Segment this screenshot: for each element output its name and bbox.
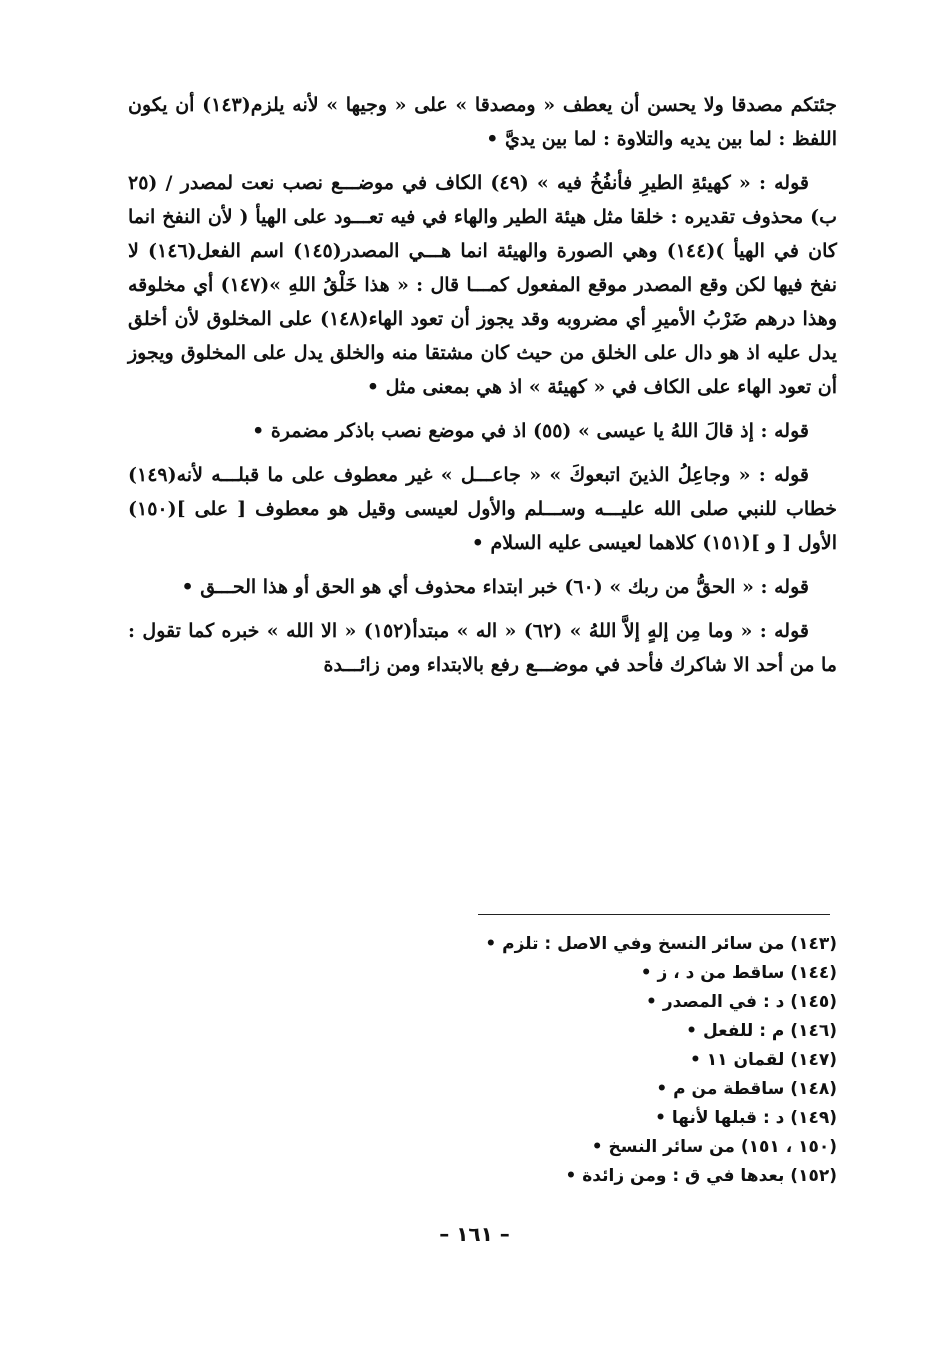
paragraph-al-haqq: قوله : « الحقُّ من ربك » (٦٠) خبر ابتداء محذوف أي هو الحق أو هذا الحـــق • (181, 576, 809, 598)
paragraph-wa-ma-min-ilah: قوله : « وما مِن إلهٍ إلاَّ اللهُ » (٦٢) « اله » مبتدأ(١٥٢) « الا الله » خبره كما تقول : ما من أحد الا شاكرك فأحد في موضـــع رفع بالابتداء ومن زائـــدة (128, 620, 837, 676)
paragraph-wa-jaailu: قوله : « وجاعِلُ الذينَ اتبعوكَ » « جاعـــل » غير معطوف على ما قبلـــه لأنه(١٤٩) خطاب للنبي صلى الله عليـــه وســـلم والأول لعيسى وقيل هو معطوف [ على ](١٥٠) الأول [ و ](١٥١) كلاهما لعيسى عليه السلام • (128, 464, 837, 554)
footnote-147: (١٤٧) لقمان ١١ • (690, 1050, 837, 1070)
main-text-block (128, 88, 837, 692)
footnote-150-151: (١٥٠ ، ١٥١) من سائر النسخ • (591, 1137, 837, 1157)
footnote-145: (١٤٥) د : في المصدر • (646, 992, 837, 1012)
page-number: – ١٦١ – (439, 1222, 510, 1246)
footnote-152: (١٥٢) بعدها في ق : ومن زائدة • (565, 1166, 837, 1186)
footnote-149: (١٤٩) د : قبلها لأنها • (655, 1108, 837, 1128)
footnote-144: (١٤٤) ساقط من د ، ز • (640, 963, 837, 983)
footnote-146: (١٤٦) م : للفعل • (686, 1021, 837, 1041)
footnote-separator (478, 914, 830, 915)
footnotes-list (317, 930, 837, 1191)
footnote-148: (١٤٨) ساقطة من م • (656, 1079, 837, 1099)
paragraph-kahay-at-al-tayr: قوله : « كهيئةِ الطيرِ فأنفُخُ فيه » (٤٩) الكاف في موضـــع نصب نعت لمصدر / (٢٥ ب) محذوف تقديره : خلقا مثل هيئة الطير والهاء في فيه تعـــود على الهيأ ( لأن النفخ انما كان في الهيأ )(١٤٤) وهي الصورة والهيئة انما هـــي المصدر(١٤٥) اسم الفعل(١٤٦) لا نفخ فيها لكن وقع المصدر موقع المفعول كمـــا قال : « هذا خَلْقُ اللهِ »(١٤٧) أي مخلوقه وهذا درهم ضَرْبُ الأميرِ أي مضروبه وقد يجوز أن تعود الهاء(١٤٨) على المخلوق لأن أخلق يدل عليه اذ هو دال على الخلق من حيث كان مشتقا منه والخلق يدل على المخلوق ويجوز أن تعود الهاء على الكاف في « كهيئة » اذ هي بمعنى مثل • (128, 172, 837, 398)
paragraph-continuation: جئتكم مصدقا ولا يحسن أن يعطف « ومصدقا » على « وجيها » لأنه يلزم(١٤٣) أن يكون اللفظ : لما بين يديه والتلاوة : لما بين يديَّ • (128, 94, 837, 150)
footnote-143: (١٤٣) من سائر النسخ وفي الاصل : تلزم • (485, 934, 837, 954)
paragraph-idh-qala-allah: قوله : إذ قالَ اللهُ يا عيسى » (٥٥) اذ في موضع نصب باذكر مضمرة • (252, 420, 809, 442)
